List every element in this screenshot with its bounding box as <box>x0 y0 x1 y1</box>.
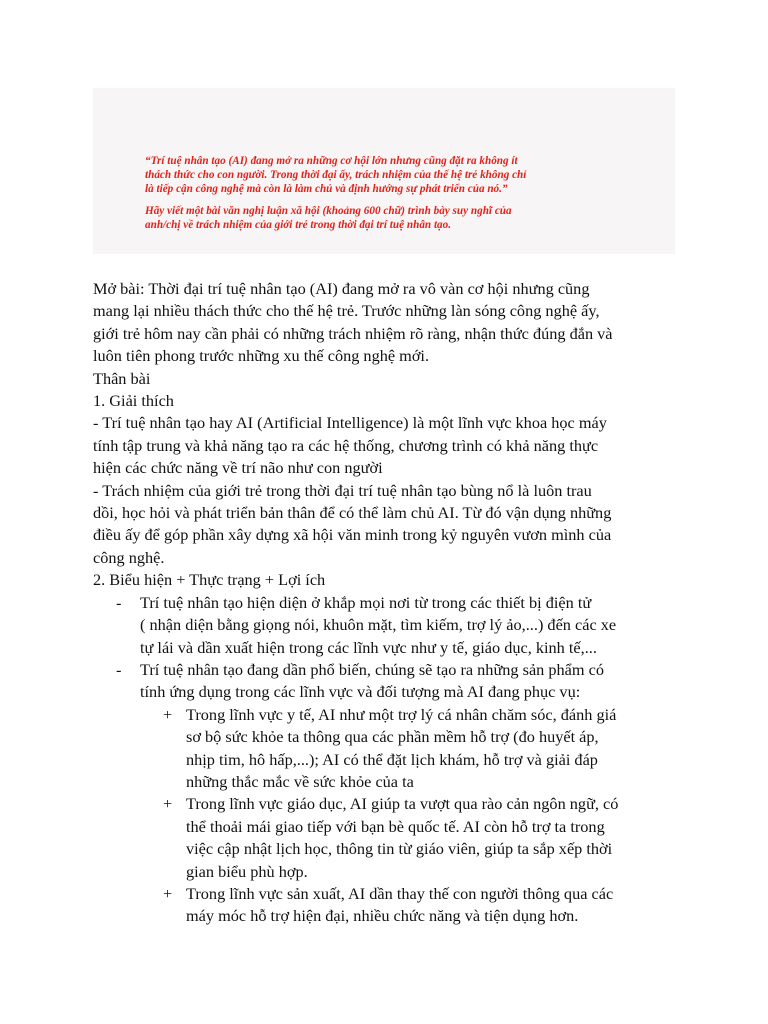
text-line: những thắc mắc về sức khỏe của ta <box>186 771 414 791</box>
prompt-line: “Trí tuệ nhân tạo (AI) đang mở ra những cơ hội lớn nhưng cũng đặt ra không ít <box>145 155 518 167</box>
intro-paragraph <box>93 278 683 368</box>
dash-list-item <box>93 592 683 659</box>
text-line: ( nhận diện bằng giọng nói, khuôn mặt, tìm kiếm, trợ lý ảo,...) đến các xe <box>140 615 617 635</box>
text-line: nhịp tim, hô hấp,...); AI có thể đặt lịch khám, hỗ trợ và giải đáp <box>186 749 598 769</box>
text-line: mang lại nhiều thách thức cho thế hệ trẻ. Trước những làn sóng công nghệ ấy, <box>93 301 600 321</box>
text-line: thể thoải mái giao tiếp với bạn bè quốc tế. AI còn hỗ trợ ta trong <box>186 816 605 836</box>
essay-prompt-text <box>145 154 665 232</box>
definition-ai-paragraph <box>93 412 683 479</box>
prompt-line: Hãy viết một bài văn nghị luận xã hội (khoảng 600 chữ) trình bày suy nghĩ của <box>145 205 512 217</box>
text-line: hiện các chức năng về trí não như con người <box>93 458 383 478</box>
text-line: - Trách nhiệm của giới trẻ trong thời đại trí tuệ nhân tạo bùng nổ là luôn trau <box>93 480 592 500</box>
definition-responsibility-paragraph <box>93 480 683 570</box>
text-line: luôn tiên phong trước những xu thế công nghệ mới. <box>93 346 430 366</box>
essay-prompt-image <box>93 88 675 254</box>
plus-bullet: + <box>163 794 173 814</box>
than-bai-heading: Thân bài <box>93 368 151 388</box>
prompt-line: thách thức cho con người. Trong thời đại ấy, trách nhiệm của thế hệ trẻ không chỉ <box>145 169 527 181</box>
text-line: Trong lĩnh vực giáo dục, AI giúp ta vượt qua rào cản ngôn ngữ, có <box>186 794 619 814</box>
text-line: Trí tuệ nhân tạo hiện diện ở khắp mọi nơi từ trong các thiết bị điện tử <box>140 592 592 612</box>
dash-bullet: - <box>116 659 122 679</box>
text-line: Trong lĩnh vực y tế, AI như một trợ lý cá nhân chăm sóc, đánh giá <box>186 704 617 724</box>
text-line: gian biểu phù hợp. <box>186 861 308 881</box>
plus-list-item <box>93 883 683 928</box>
section-1-heading: 1. Giải thích <box>93 391 174 411</box>
dash-bullet: - <box>116 592 122 612</box>
text-line: tính tập trung và khả năng tạo ra các hệ thống, chương trình có khả năng thực <box>93 435 599 455</box>
text-line: Mở bài: Thời đại trí tuệ nhân tạo (AI) đang mở ra vô vàn cơ hội nhưng cũng <box>93 279 590 298</box>
dash-list-item <box>93 659 683 704</box>
text-line: điều ấy để góp phần xây dựng xã hội văn minh trong kỷ nguyên vươn mình của <box>93 525 612 545</box>
section-2-heading: 2. Biểu hiện + Thực trạng + Lợi ích <box>93 570 326 590</box>
text-line: máy móc hỗ trợ hiện đại, nhiều chức năng và tiện dụng hơn. <box>186 906 579 926</box>
plus-bullet: + <box>163 704 173 724</box>
plus-bullet: + <box>163 883 173 903</box>
text-line: Trong lĩnh vực sản xuất, AI dần thay thế con người thông qua các <box>186 883 614 903</box>
plus-list-item <box>93 704 683 794</box>
plus-list-item <box>93 793 683 883</box>
text-line: - Trí tuệ nhân tạo hay AI (Artificial Intelligence) là một lĩnh vực khoa học máy <box>93 413 607 433</box>
text-line: tính ứng dụng trong các lĩnh vực và đối tượng mà AI đang phục vụ: <box>140 682 581 702</box>
text-line: giới trẻ hôm nay cần phải có những trách nhiệm rõ ràng, nhận thức đúng đắn và <box>93 323 613 343</box>
text-line: công nghệ. <box>93 547 165 567</box>
prompt-line: là tiếp cận công nghệ mà còn là làm chủ và định hướng sự phát triển của nó.” <box>145 183 508 195</box>
text-line: Trí tuệ nhân tạo đang dần phổ biến, chúng sẽ tạo ra những sản phẩm có <box>140 659 604 679</box>
text-line: dồi, học hỏi và phát triển bản thân để có thể làm chủ AI. Từ đó vận dụng những <box>93 503 612 523</box>
text-line: việc cập nhật lịch học, thông tin từ giáo viên, giúp ta sắp xếp thời <box>186 839 613 859</box>
text-line: tự lái và dần xuất hiện trong các lĩnh vực như y tế, giáo dục, kinh tế,... <box>140 637 597 657</box>
essay-body <box>93 278 683 928</box>
prompt-line: anh/chị về trách nhiệm của giới trẻ trong thời đại trí tuệ nhân tạo. <box>145 219 452 231</box>
text-line: sơ bộ sức khỏe ta thông qua các phần mềm hỗ trợ (đo huyết áp, <box>186 727 599 747</box>
